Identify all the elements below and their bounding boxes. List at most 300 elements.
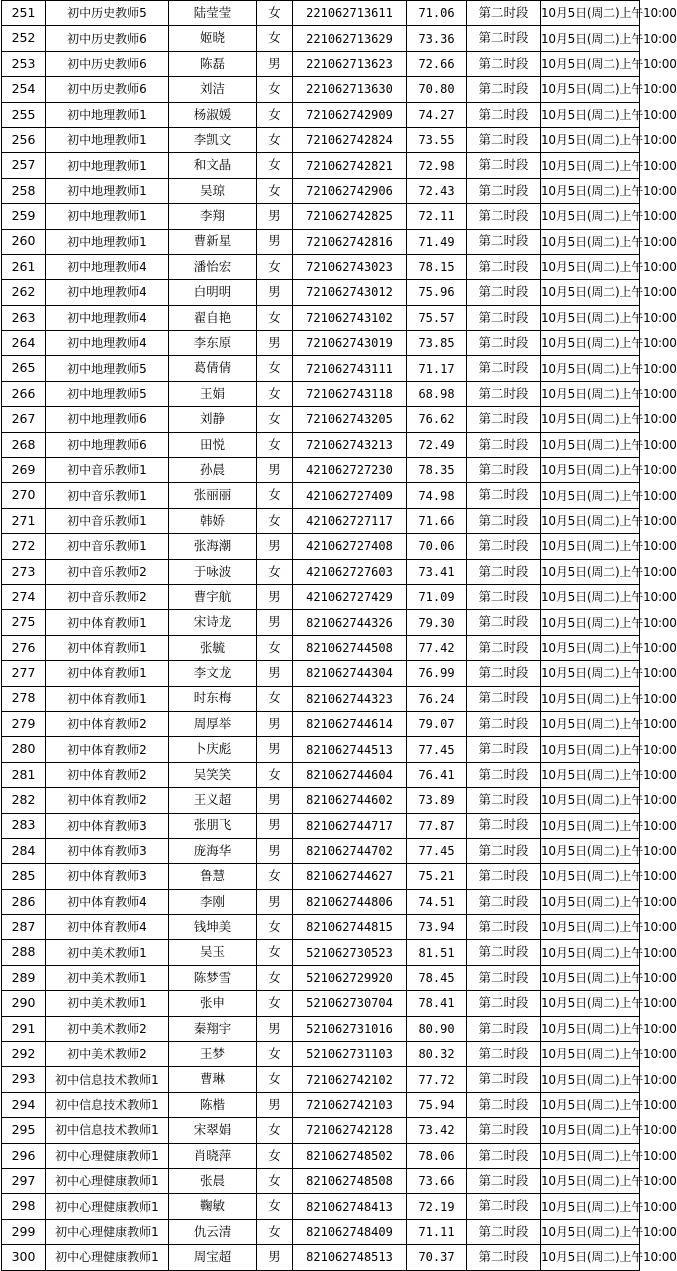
exam-id-cell: 721062743111 [293, 356, 407, 381]
table-row [2, 584, 640, 609]
row-number: 298 [2, 1194, 46, 1219]
gender-cell: 女 [257, 915, 293, 940]
position-cell: 初中体育教师1 [46, 661, 169, 686]
name-cell: 张朋飞 [169, 813, 257, 838]
name-cell: 张申 [169, 991, 257, 1016]
session-cell: 第二时段 [467, 1245, 541, 1270]
datetime-cell: 10月5日(周二)上午10:00 [541, 1194, 640, 1219]
datetime-cell: 10月5日(周二)上午10:00 [541, 661, 640, 686]
gender-cell: 男 [257, 889, 293, 914]
score-cell: 73.94 [407, 915, 467, 940]
session-cell: 第二时段 [467, 762, 541, 787]
session-cell: 第二时段 [467, 331, 541, 356]
gender-cell: 男 [257, 1016, 293, 1041]
datetime-cell: 10月5日(周二)上午10:00 [541, 737, 640, 762]
table-row [2, 432, 640, 457]
score-cell: 77.72 [407, 1067, 467, 1092]
position-cell: 初中音乐教师2 [46, 584, 169, 609]
exam-id-cell: 821062744304 [293, 661, 407, 686]
table-row [2, 407, 640, 432]
gender-cell: 男 [257, 737, 293, 762]
exam-id-cell: 721062743012 [293, 280, 407, 305]
exam-id-cell: 221062713623 [293, 51, 407, 76]
exam-id-cell: 721062743213 [293, 432, 407, 457]
exam-id-cell: 821062744508 [293, 635, 407, 660]
position-cell: 初中体育教师3 [46, 838, 169, 863]
row-number: 282 [2, 788, 46, 813]
name-cell: 孙晨 [169, 458, 257, 483]
table-row [2, 178, 640, 203]
session-cell: 第二时段 [467, 737, 541, 762]
name-cell: 宋翠娟 [169, 1118, 257, 1143]
position-cell: 初中美术教师2 [46, 1016, 169, 1041]
datetime-cell: 10月5日(周二)上午10:00 [541, 711, 640, 736]
exam-id-cell: 521062730704 [293, 991, 407, 1016]
table-row [2, 331, 640, 356]
position-cell: 初中历史教师6 [46, 26, 169, 51]
session-cell: 第二时段 [467, 153, 541, 178]
gender-cell: 男 [257, 280, 293, 305]
exam-id-cell: 521062731103 [293, 1042, 407, 1067]
table-row [2, 483, 640, 508]
gender-cell: 女 [257, 356, 293, 381]
position-cell: 初中信息技术教师1 [46, 1092, 169, 1117]
name-cell: 王娟 [169, 381, 257, 406]
score-cell: 73.42 [407, 1118, 467, 1143]
name-cell: 陈楷 [169, 1092, 257, 1117]
score-cell: 70.80 [407, 77, 467, 102]
datetime-cell: 10月5日(周二)上午10:00 [541, 991, 640, 1016]
gender-cell: 男 [257, 788, 293, 813]
table-row [2, 1, 640, 26]
datetime-cell: 10月5日(周二)上午10:00 [541, 26, 640, 51]
gender-cell: 男 [257, 204, 293, 229]
session-cell: 第二时段 [467, 1067, 541, 1092]
datetime-cell: 10月5日(周二)上午10:00 [541, 1042, 640, 1067]
datetime-cell: 10月5日(周二)上午10:00 [541, 356, 640, 381]
name-cell: 钱坤美 [169, 915, 257, 940]
name-cell: 肖晓萍 [169, 1143, 257, 1168]
position-cell: 初中地理教师4 [46, 305, 169, 330]
datetime-cell: 10月5日(周二)上午10:00 [541, 331, 640, 356]
name-cell: 鞠敏 [169, 1194, 257, 1219]
score-cell: 71.66 [407, 508, 467, 533]
table-row [2, 77, 640, 102]
table-row [2, 127, 640, 152]
row-number: 262 [2, 280, 46, 305]
score-cell: 73.85 [407, 331, 467, 356]
datetime-cell: 10月5日(周二)上午10:00 [541, 1118, 640, 1143]
name-cell: 秦翔宇 [169, 1016, 257, 1041]
table-row [2, 788, 640, 813]
datetime-cell: 10月5日(周二)上午10:00 [541, 838, 640, 863]
row-number: 257 [2, 153, 46, 178]
gender-cell: 女 [257, 1168, 293, 1193]
name-cell: 曹琳 [169, 1067, 257, 1092]
datetime-cell: 10月5日(周二)上午10:00 [541, 77, 640, 102]
table-row [2, 864, 640, 889]
score-cell: 73.41 [407, 559, 467, 584]
position-cell: 初中体育教师1 [46, 635, 169, 660]
name-cell: 王梦 [169, 1042, 257, 1067]
gender-cell: 女 [257, 254, 293, 279]
position-cell: 初中心理健康教师1 [46, 1194, 169, 1219]
session-cell: 第二时段 [467, 254, 541, 279]
session-cell: 第二时段 [467, 1118, 541, 1143]
datetime-cell: 10月5日(周二)上午10:00 [541, 127, 640, 152]
datetime-cell: 10月5日(周二)上午10:00 [541, 1067, 640, 1092]
name-cell: 李东原 [169, 331, 257, 356]
position-cell: 初中地理教师1 [46, 178, 169, 203]
score-cell: 78.06 [407, 1143, 467, 1168]
exam-id-cell: 821062744815 [293, 915, 407, 940]
table-row [2, 940, 640, 965]
datetime-cell: 10月5日(周二)上午10:00 [541, 508, 640, 533]
datetime-cell: 10月5日(周二)上午10:00 [541, 686, 640, 711]
name-cell: 刘洁 [169, 77, 257, 102]
position-cell: 初中地理教师4 [46, 331, 169, 356]
session-cell: 第二时段 [467, 1143, 541, 1168]
session-cell: 第二时段 [467, 305, 541, 330]
position-cell: 初中地理教师1 [46, 204, 169, 229]
score-cell: 72.19 [407, 1194, 467, 1219]
row-number: 292 [2, 1042, 46, 1067]
table-row [2, 635, 640, 660]
session-cell: 第二时段 [467, 1092, 541, 1117]
session-cell: 第二时段 [467, 483, 541, 508]
table-row [2, 1016, 640, 1041]
position-cell: 初中地理教师6 [46, 407, 169, 432]
table-row [2, 1067, 640, 1092]
datetime-cell: 10月5日(周二)上午10:00 [541, 229, 640, 254]
exam-id-cell: 821062748409 [293, 1219, 407, 1244]
exam-id-cell: 221062713629 [293, 26, 407, 51]
exam-id-cell: 421062727429 [293, 584, 407, 609]
score-cell: 75.94 [407, 1092, 467, 1117]
exam-id-cell: 821062744326 [293, 610, 407, 635]
row-number: 256 [2, 127, 46, 152]
gender-cell: 女 [257, 686, 293, 711]
table-row [2, 686, 640, 711]
table-row [2, 1118, 640, 1143]
datetime-cell: 10月5日(周二)上午10:00 [541, 280, 640, 305]
position-cell: 初中地理教师5 [46, 381, 169, 406]
name-cell: 张海潮 [169, 534, 257, 559]
position-cell: 初中信息技术教师1 [46, 1067, 169, 1092]
gender-cell: 女 [257, 432, 293, 457]
position-cell: 初中心理健康教师1 [46, 1168, 169, 1193]
score-cell: 71.11 [407, 1219, 467, 1244]
exam-id-cell: 821062744806 [293, 889, 407, 914]
gender-cell: 女 [257, 1219, 293, 1244]
exam-id-cell: 821062744604 [293, 762, 407, 787]
datetime-cell: 10月5日(周二)上午10:00 [541, 864, 640, 889]
exam-id-cell: 821062744614 [293, 711, 407, 736]
score-cell: 76.41 [407, 762, 467, 787]
datetime-cell: 10月5日(周二)上午10:00 [541, 940, 640, 965]
gender-cell: 男 [257, 1092, 293, 1117]
name-cell: 曹宇航 [169, 584, 257, 609]
position-cell: 初中地理教师4 [46, 280, 169, 305]
row-number: 274 [2, 584, 46, 609]
table-row [2, 813, 640, 838]
name-cell: 葛倩倩 [169, 356, 257, 381]
session-cell: 第二时段 [467, 381, 541, 406]
gender-cell: 女 [257, 1194, 293, 1219]
position-cell: 初中地理教师1 [46, 102, 169, 127]
name-cell: 周宝超 [169, 1245, 257, 1270]
gender-cell: 女 [257, 483, 293, 508]
score-cell: 72.43 [407, 178, 467, 203]
session-cell: 第二时段 [467, 432, 541, 457]
score-cell: 78.15 [407, 254, 467, 279]
score-cell: 78.35 [407, 458, 467, 483]
datetime-cell: 10月5日(周二)上午10:00 [541, 1143, 640, 1168]
table-body [2, 1, 677, 1271]
row-number: 285 [2, 864, 46, 889]
row-number: 297 [2, 1168, 46, 1193]
datetime-cell: 10月5日(周二)上午10:00 [541, 153, 640, 178]
position-cell: 初中地理教师4 [46, 254, 169, 279]
score-cell: 77.87 [407, 813, 467, 838]
exam-id-cell: 421062727117 [293, 508, 407, 533]
exam-id-cell: 721062743102 [293, 305, 407, 330]
session-cell: 第二时段 [467, 1016, 541, 1041]
row-number: 258 [2, 178, 46, 203]
name-cell: 白明明 [169, 280, 257, 305]
session-cell: 第二时段 [467, 204, 541, 229]
datetime-cell: 10月5日(周二)上午10:00 [541, 610, 640, 635]
exam-id-cell: 821062744627 [293, 864, 407, 889]
position-cell: 初中历史教师6 [46, 77, 169, 102]
datetime-cell: 10月5日(周二)上午10:00 [541, 1168, 640, 1193]
name-cell: 杨淑媛 [169, 102, 257, 127]
gender-cell: 女 [257, 102, 293, 127]
session-cell: 第二时段 [467, 77, 541, 102]
position-cell: 初中音乐教师1 [46, 458, 169, 483]
score-cell: 78.41 [407, 991, 467, 1016]
name-cell: 陈梦雪 [169, 965, 257, 990]
exam-id-cell: 721062743023 [293, 254, 407, 279]
row-number: 251 [2, 1, 46, 26]
score-cell: 71.49 [407, 229, 467, 254]
table-row [2, 381, 640, 406]
exam-id-cell: 821062748502 [293, 1143, 407, 1168]
datetime-cell: 10月5日(周二)上午10:00 [541, 584, 640, 609]
name-cell: 李翔 [169, 204, 257, 229]
table-row [2, 26, 640, 51]
exam-id-cell: 221062713630 [293, 77, 407, 102]
row-number: 294 [2, 1092, 46, 1117]
gender-cell: 女 [257, 178, 293, 203]
position-cell: 初中信息技术教师1 [46, 1118, 169, 1143]
gender-cell: 女 [257, 1118, 293, 1143]
name-cell: 曹新星 [169, 229, 257, 254]
row-number: 290 [2, 991, 46, 1016]
position-cell: 初中体育教师2 [46, 737, 169, 762]
row-number: 287 [2, 915, 46, 940]
exam-id-cell: 821062748513 [293, 1245, 407, 1270]
datetime-cell: 10月5日(周二)上午10:00 [541, 788, 640, 813]
gender-cell: 女 [257, 1042, 293, 1067]
session-cell: 第二时段 [467, 458, 541, 483]
score-cell: 71.06 [407, 1, 467, 26]
session-cell: 第二时段 [467, 1219, 541, 1244]
name-cell: 吴玉 [169, 940, 257, 965]
gender-cell: 男 [257, 661, 293, 686]
table-row [2, 889, 640, 914]
datetime-cell: 10月5日(周二)上午10:00 [541, 407, 640, 432]
row-number: 261 [2, 254, 46, 279]
row-number: 277 [2, 661, 46, 686]
datetime-cell: 10月5日(周二)上午10:00 [541, 1219, 640, 1244]
gender-cell: 女 [257, 381, 293, 406]
session-cell: 第二时段 [467, 1168, 541, 1193]
exam-id-cell: 521062729920 [293, 965, 407, 990]
name-cell: 姬晓 [169, 26, 257, 51]
score-cell: 73.36 [407, 26, 467, 51]
name-cell: 田悦 [169, 432, 257, 457]
session-cell: 第二时段 [467, 1, 541, 26]
position-cell: 初中心理健康教师1 [46, 1245, 169, 1270]
score-cell: 71.09 [407, 584, 467, 609]
gender-cell: 男 [257, 838, 293, 863]
name-cell: 时东梅 [169, 686, 257, 711]
table-row [2, 1168, 640, 1193]
score-cell: 70.06 [407, 534, 467, 559]
datetime-cell: 10月5日(周二)上午10:00 [541, 559, 640, 584]
score-cell: 72.49 [407, 432, 467, 457]
session-cell: 第二时段 [467, 280, 541, 305]
datetime-cell: 10月5日(周二)上午10:00 [541, 1, 640, 26]
name-cell: 张毓 [169, 635, 257, 660]
name-cell: 李文龙 [169, 661, 257, 686]
gender-cell: 男 [257, 331, 293, 356]
gender-cell: 男 [257, 584, 293, 609]
exam-id-cell: 721062742824 [293, 127, 407, 152]
row-number: 293 [2, 1067, 46, 1092]
position-cell: 初中地理教师1 [46, 153, 169, 178]
datetime-cell: 10月5日(周二)上午10:00 [541, 1245, 640, 1270]
name-cell: 卜庆彪 [169, 737, 257, 762]
row-number: 291 [2, 1016, 46, 1041]
row-number: 267 [2, 407, 46, 432]
row-number: 255 [2, 102, 46, 127]
row-number: 288 [2, 940, 46, 965]
name-cell: 吴笑笑 [169, 762, 257, 787]
score-cell: 73.55 [407, 127, 467, 152]
name-cell: 仇云清 [169, 1219, 257, 1244]
name-cell: 李凯文 [169, 127, 257, 152]
position-cell: 初中地理教师1 [46, 127, 169, 152]
datetime-cell: 10月5日(周二)上午10:00 [541, 178, 640, 203]
score-cell: 79.30 [407, 610, 467, 635]
gender-cell: 女 [257, 991, 293, 1016]
exam-id-cell: 221062713611 [293, 1, 407, 26]
session-cell: 第二时段 [467, 813, 541, 838]
gender-cell: 女 [257, 1067, 293, 1092]
datetime-cell: 10月5日(周二)上午10:00 [541, 534, 640, 559]
session-cell: 第二时段 [467, 26, 541, 51]
score-cell: 79.07 [407, 711, 467, 736]
row-number: 259 [2, 204, 46, 229]
gender-cell: 女 [257, 965, 293, 990]
datetime-cell: 10月5日(周二)上午10:00 [541, 1016, 640, 1041]
session-cell: 第二时段 [467, 178, 541, 203]
name-cell: 鲁慧 [169, 864, 257, 889]
position-cell: 初中历史教师5 [46, 1, 169, 26]
session-cell: 第二时段 [467, 788, 541, 813]
table-row [2, 1143, 640, 1168]
session-cell: 第二时段 [467, 407, 541, 432]
row-number: 299 [2, 1219, 46, 1244]
session-cell: 第二时段 [467, 838, 541, 863]
position-cell: 初中地理教师1 [46, 229, 169, 254]
exam-id-cell: 721062742906 [293, 178, 407, 203]
gender-cell: 女 [257, 508, 293, 533]
score-cell: 75.57 [407, 305, 467, 330]
table-row [2, 965, 640, 990]
exam-id-cell: 421062727230 [293, 458, 407, 483]
exam-id-cell: 721062743019 [293, 331, 407, 356]
table-row [2, 1245, 640, 1270]
session-cell: 第二时段 [467, 889, 541, 914]
name-cell: 翟自艳 [169, 305, 257, 330]
table-row [2, 711, 640, 736]
session-cell: 第二时段 [467, 864, 541, 889]
position-cell: 初中音乐教师1 [46, 483, 169, 508]
score-cell: 72.11 [407, 204, 467, 229]
score-cell: 74.27 [407, 102, 467, 127]
row-number: 266 [2, 381, 46, 406]
table-row [2, 229, 640, 254]
table-row [2, 280, 640, 305]
position-cell: 初中音乐教师1 [46, 508, 169, 533]
row-number: 296 [2, 1143, 46, 1168]
name-cell: 吴琼 [169, 178, 257, 203]
table-row [2, 610, 640, 635]
exam-id-cell: 721062742816 [293, 229, 407, 254]
table-row [2, 915, 640, 940]
row-number: 295 [2, 1118, 46, 1143]
position-cell: 初中美术教师1 [46, 991, 169, 1016]
row-number: 300 [2, 1245, 46, 1270]
table-row [2, 204, 640, 229]
exam-id-cell: 721062742909 [293, 102, 407, 127]
position-cell: 初中心理健康教师1 [46, 1219, 169, 1244]
datetime-cell: 10月5日(周二)上午10:00 [541, 762, 640, 787]
row-number: 280 [2, 737, 46, 762]
datetime-cell: 10月5日(周二)上午10:00 [541, 51, 640, 76]
table-row [2, 508, 640, 533]
position-cell: 初中美术教师1 [46, 940, 169, 965]
gender-cell: 女 [257, 127, 293, 152]
position-cell: 初中体育教师3 [46, 864, 169, 889]
exam-id-cell: 721062743205 [293, 407, 407, 432]
score-cell: 73.89 [407, 788, 467, 813]
score-cell: 74.51 [407, 889, 467, 914]
datetime-cell: 10月5日(周二)上午10:00 [541, 1092, 640, 1117]
session-cell: 第二时段 [467, 559, 541, 584]
score-cell: 72.98 [407, 153, 467, 178]
name-cell: 潘怡宏 [169, 254, 257, 279]
gender-cell: 男 [257, 51, 293, 76]
exam-id-cell: 821062744513 [293, 737, 407, 762]
score-cell: 78.45 [407, 965, 467, 990]
gender-cell: 女 [257, 305, 293, 330]
gender-cell: 女 [257, 940, 293, 965]
position-cell: 初中音乐教师2 [46, 559, 169, 584]
